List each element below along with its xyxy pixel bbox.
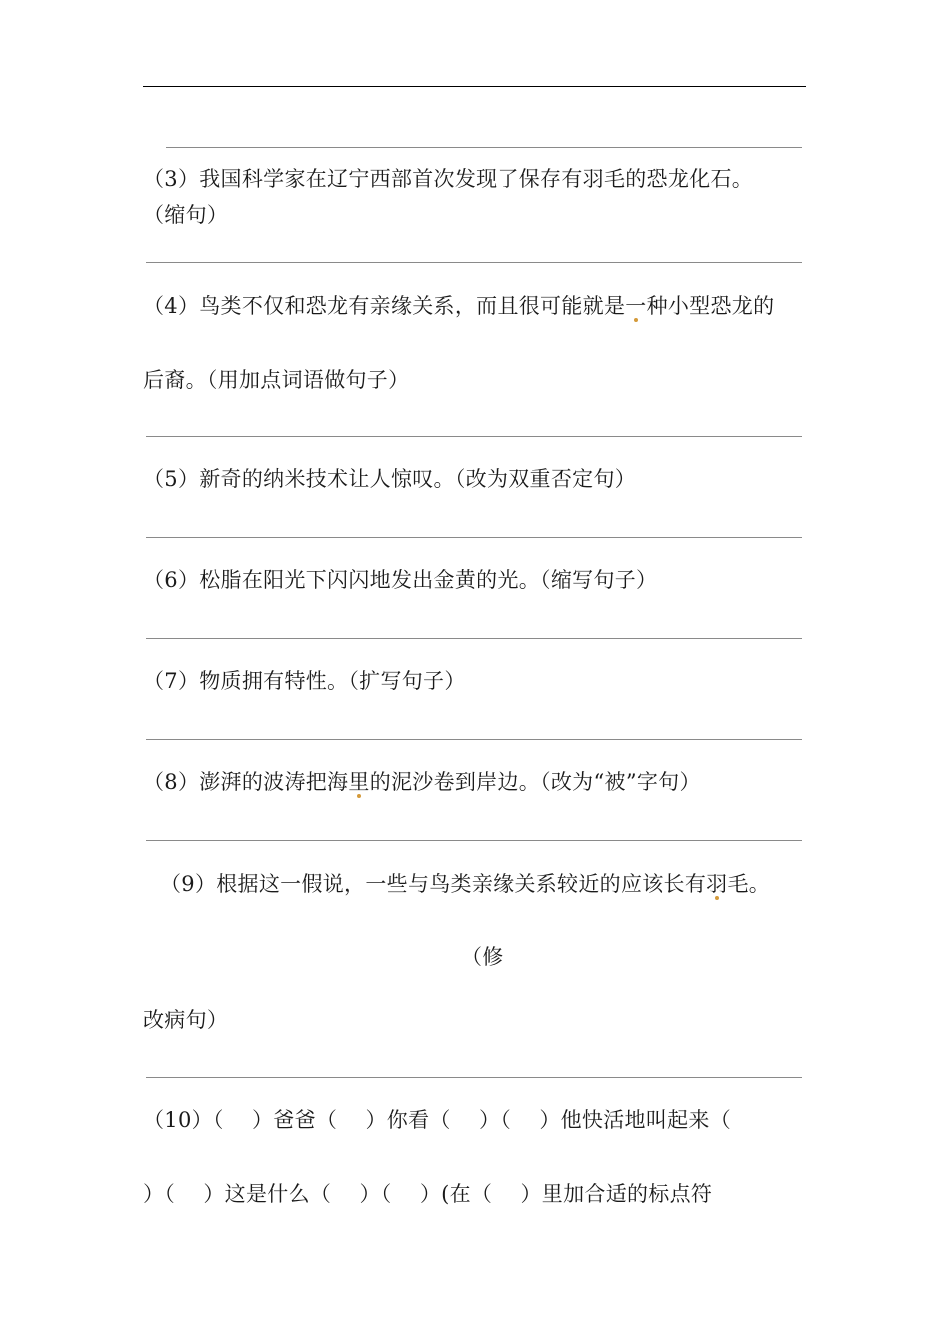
answer-line <box>166 147 802 148</box>
question-4-text-part: 种小型恐龙的 <box>646 294 775 318</box>
answer-line <box>146 1077 802 1078</box>
question-3-text: （3）我国科学家在辽宁西部首次发现了保存有羽毛的恐龙化石。 <box>143 167 754 191</box>
answer-line <box>146 840 802 841</box>
question-9-text-part: 毛。 <box>727 872 771 896</box>
question-9-instruction-start: （修 <box>461 945 504 969</box>
question-3-instruction: （缩句） <box>143 203 229 227</box>
question-9-instruction-end: 改病句） <box>143 1008 229 1032</box>
question-8-text <box>143 769 701 795</box>
question-4-text-part: （4）鸟类不仅和恐龙有亲缘关系，而且很可能就是 <box>143 294 626 318</box>
emphasis-dot-word: 一 <box>625 294 647 318</box>
question-10-text-continued: ）（ ）这是什么（ ）（ ）(在（ ）里加合适的标点符 <box>143 1182 713 1206</box>
answer-line <box>146 436 802 437</box>
question-4-instruction: 后裔。（用加点词语做句子） <box>143 368 410 392</box>
answer-line <box>146 638 802 639</box>
answer-line <box>146 262 802 263</box>
header-rule <box>143 86 806 87</box>
question-9-text-part: （9）根据这一假说，一些与鸟类亲缘关系较近的应该长有 <box>160 872 707 896</box>
emphasis-dot-word: 里 <box>348 770 370 794</box>
question-10-text: （10）（ ）爸爸（ ）你看（ ）（ ）他快活地叫起来（ <box>143 1108 732 1132</box>
answer-line <box>146 537 802 538</box>
question-7-text: （7）物质拥有特性。（扩写句子） <box>143 669 466 693</box>
emphasis-dot-word: 羽 <box>706 872 728 896</box>
question-4-text <box>143 293 774 319</box>
question-9-text <box>160 871 770 897</box>
question-8-text-part: （8）澎湃的波涛把海 <box>143 770 349 794</box>
question-8-text-part: 的泥沙卷到岸边。（改为“被”字句） <box>369 770 701 794</box>
question-5-text: （5）新奇的纳米技术让人惊叹。（改为双重否定句） <box>143 467 637 491</box>
question-6-text: （6）松脂在阳光下闪闪地发出金黄的光。（缩写句子） <box>143 568 658 592</box>
answer-line <box>146 739 802 740</box>
